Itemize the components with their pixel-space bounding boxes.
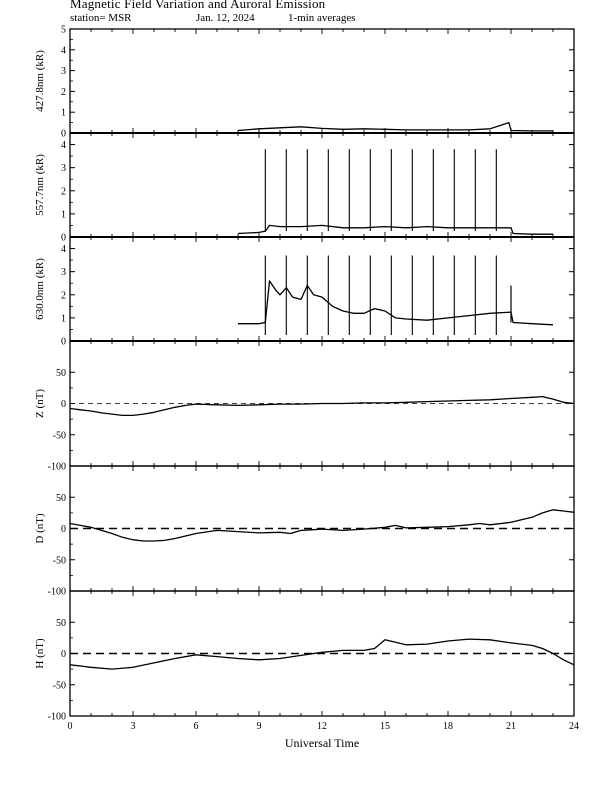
- panel-2-ytick-label: 3: [61, 163, 66, 175]
- panel-6-ytick-label: 50: [56, 617, 66, 629]
- x-axis-label: Universal Time: [284, 736, 360, 750]
- panel-3-ylabel: 630.0nm (kR): [34, 258, 46, 320]
- panel-2-ylabel: 557.7nm (kR): [34, 154, 46, 216]
- panel-1-frame: [70, 29, 574, 133]
- panel-5-series-line: [70, 510, 574, 541]
- xtick-label: 12: [317, 721, 327, 732]
- panel-5-ytick-label: -100: [47, 586, 66, 598]
- panel-6-ytick-label: -100: [47, 711, 66, 723]
- panel-4-ylabel: Z (nT): [34, 388, 46, 419]
- panel-3-ytick-label: 0: [61, 336, 66, 348]
- xtick-label: 24: [569, 721, 579, 732]
- panel-2-ytick-label: 4: [61, 140, 66, 152]
- xtick-label: 15: [380, 721, 390, 732]
- xtick-label: 21: [506, 721, 516, 732]
- panel-6-ylabel: H (nT): [34, 638, 46, 669]
- panel-1-ytick-label: 0: [61, 128, 66, 140]
- panel-2-ytick-label: 0: [61, 232, 66, 244]
- panel-5-ytick-label: -50: [52, 555, 66, 567]
- panel-4-ytick-label: -100: [47, 461, 66, 473]
- xtick-label: 9: [256, 721, 262, 732]
- xtick-label: 6: [193, 721, 199, 732]
- panel-3-ytick-label: 3: [61, 267, 66, 279]
- panel-1-ytick-label: 2: [61, 86, 66, 98]
- panel-2-series-line: [238, 225, 553, 234]
- chart-title: Magnetic Field Variation and Auroral Emission: [70, 0, 326, 11]
- xtick-label: 18: [443, 721, 453, 732]
- panel-4-ytick-label: 0: [61, 399, 66, 410]
- panel-2-ytick-label: 1: [61, 209, 66, 221]
- panel-1-ytick-label: 1: [61, 107, 66, 119]
- panel-5-ylabel: D (nT): [34, 513, 46, 544]
- panel-2-ytick-label: 2: [61, 186, 66, 198]
- panel-1-ytick-label: 5: [61, 24, 66, 36]
- panel-3-ytick-label: 1: [61, 313, 66, 325]
- panel-3-frame: [70, 237, 574, 341]
- panel-3-ytick-label: 2: [61, 290, 66, 302]
- panel-1-ytick-label: 4: [61, 45, 66, 57]
- date-label: Jan. 12, 2024: [196, 12, 255, 24]
- panel-1-series-line: [238, 123, 553, 131]
- station-label: station= MSR: [70, 12, 132, 24]
- panel-4-series-line: [70, 397, 574, 416]
- panel-3-series-line: [238, 281, 553, 325]
- panel-5-ytick-label: 50: [56, 492, 66, 504]
- panel-1-ylabel: 427.8nm (kR): [34, 50, 46, 112]
- panel-6-ytick-label: 0: [61, 649, 66, 660]
- averaging-label: 1-min averages: [288, 12, 356, 24]
- panel-4-ytick-label: -50: [52, 430, 66, 442]
- panel-2-frame: [70, 133, 574, 237]
- xtick-label: 3: [130, 721, 136, 732]
- panel-5-ytick-label: 0: [61, 524, 66, 535]
- panel-6-ytick-label: -50: [52, 680, 66, 692]
- panel-1-ytick-label: 3: [61, 66, 66, 78]
- panel-3-ytick-label: 4: [61, 244, 66, 256]
- xtick-label: 0: [67, 721, 73, 732]
- panel-4-ytick-label: 50: [56, 367, 66, 379]
